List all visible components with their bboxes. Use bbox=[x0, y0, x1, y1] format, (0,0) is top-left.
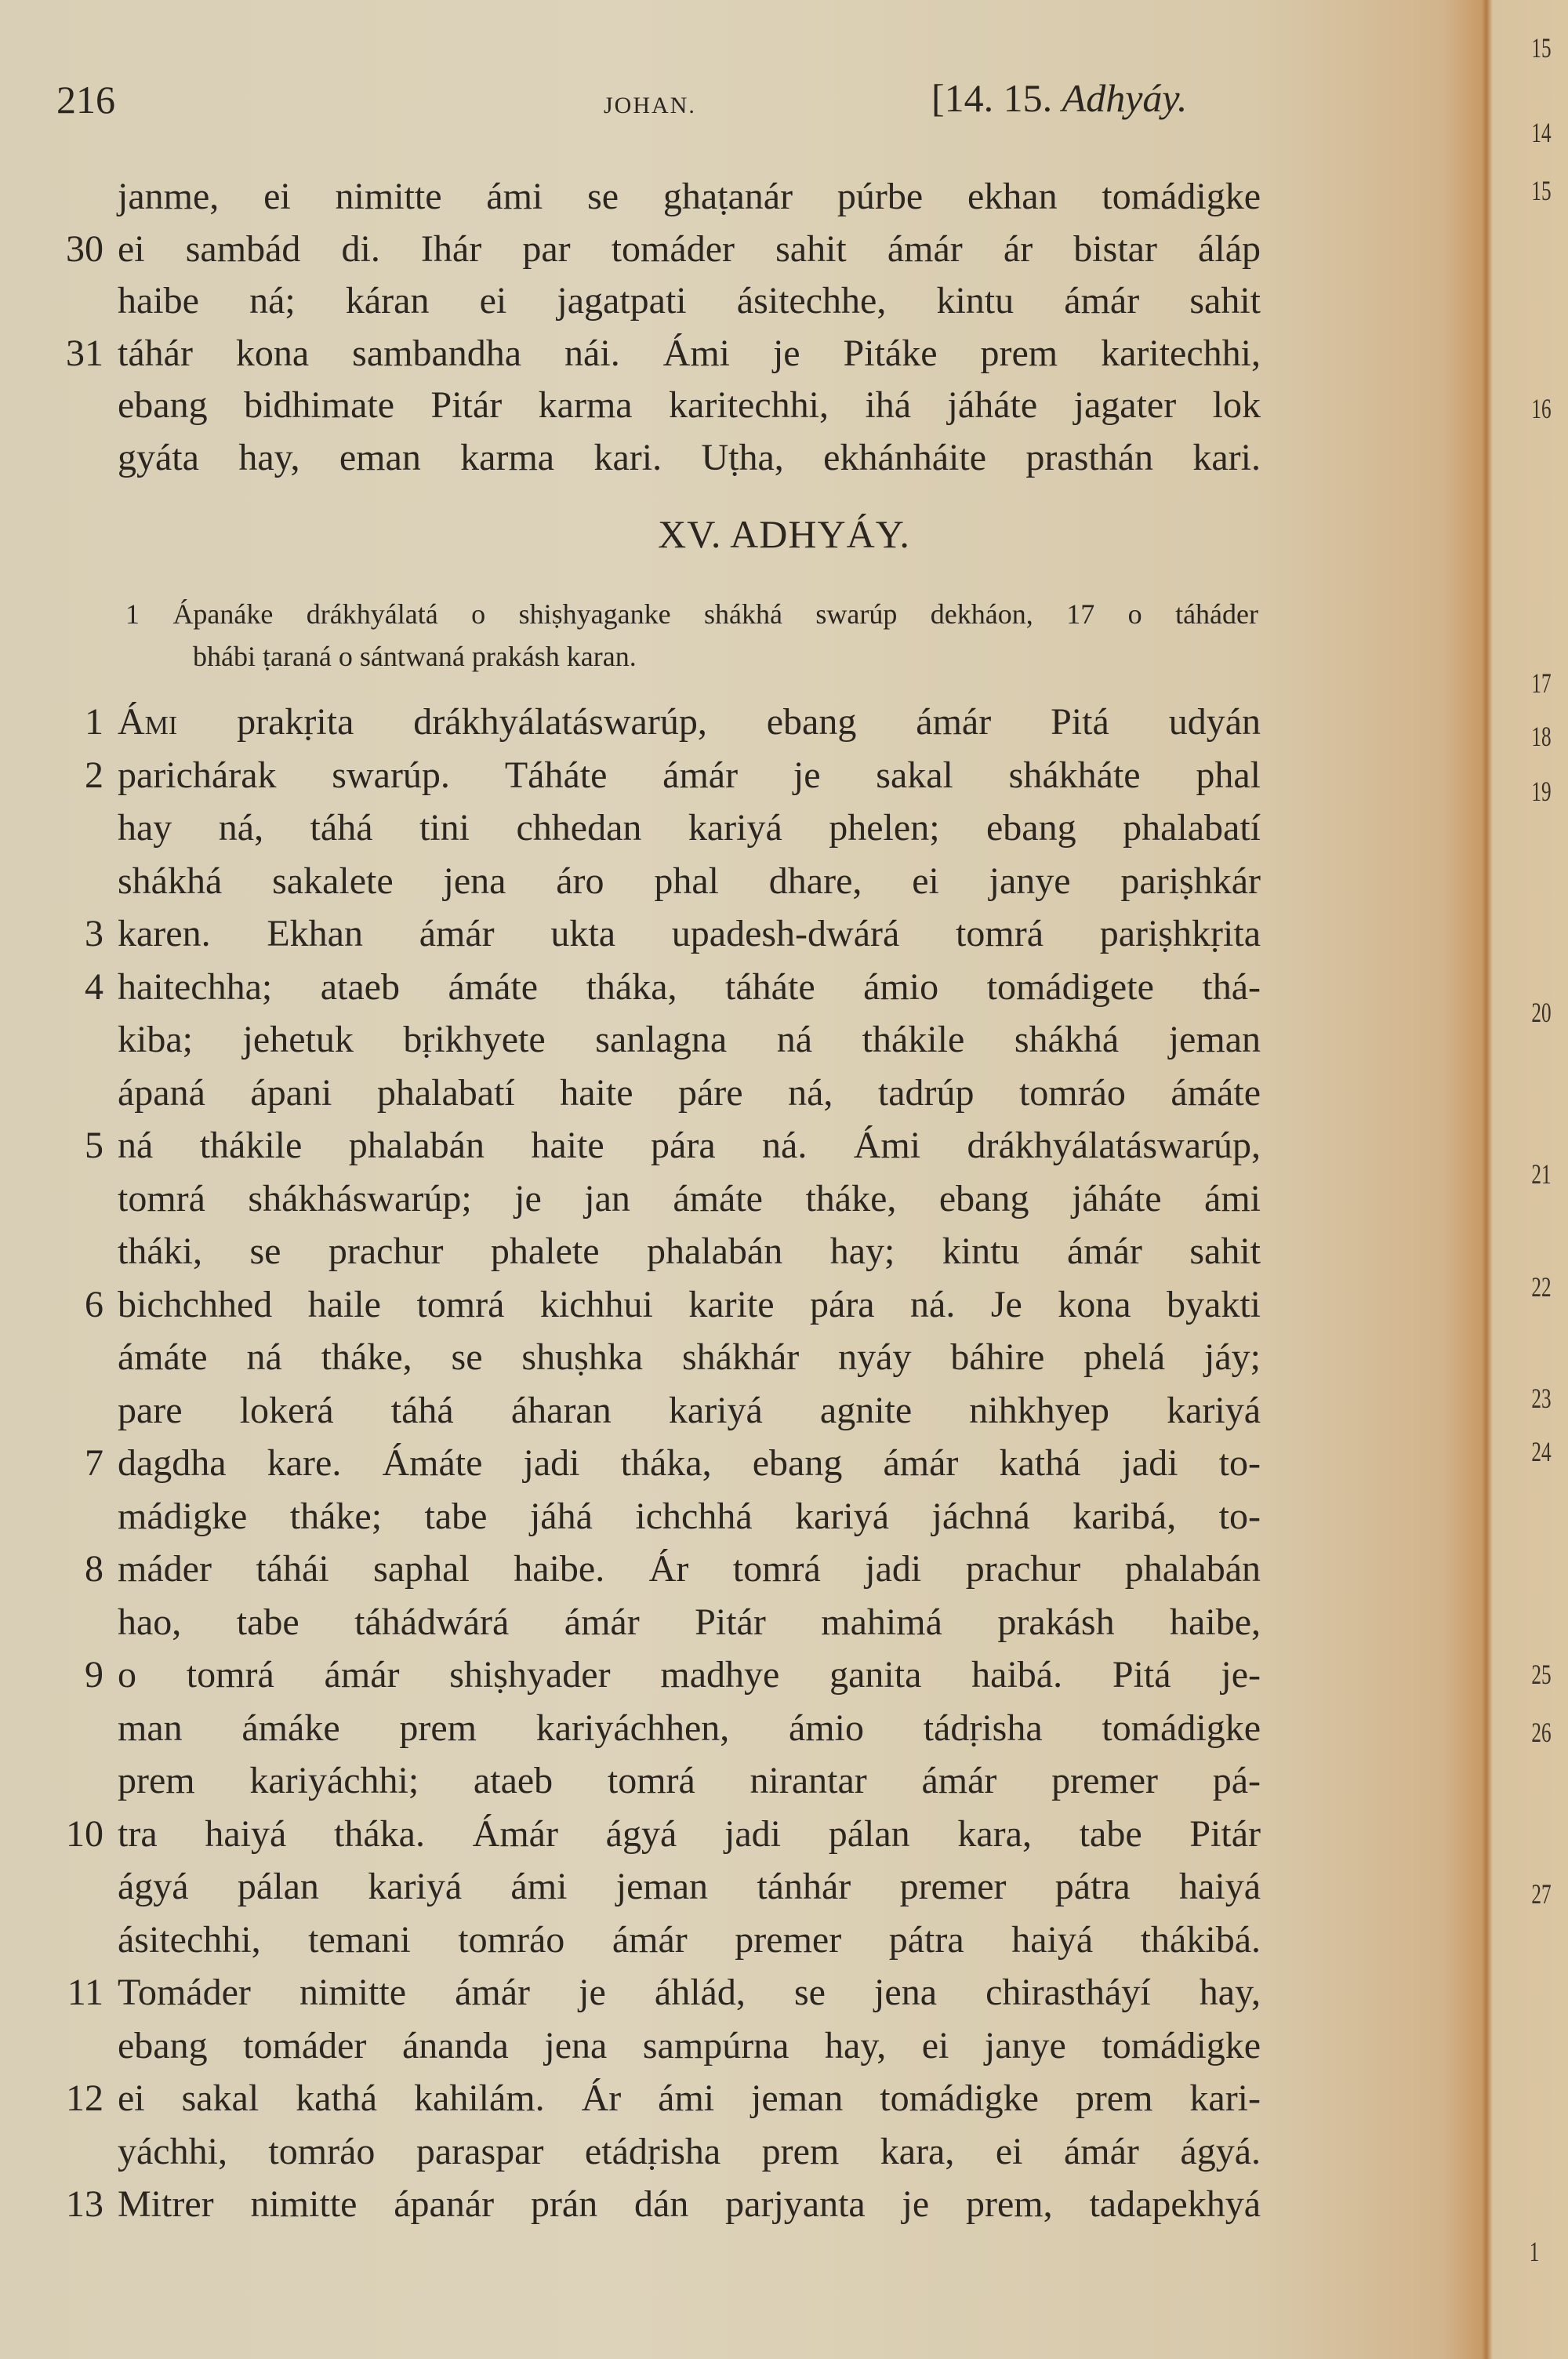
margin-verse-number: 14 bbox=[1531, 117, 1552, 148]
chapter-heading: XV. ADHYÁY. bbox=[658, 512, 910, 556]
text-line bbox=[0, 1861, 1568, 1913]
line-text: hay ná, táhá tini chhedan kariyá phelen; ebang phalabatí bbox=[118, 807, 1261, 849]
verse-number: 7 bbox=[85, 1442, 103, 1484]
chapter-ref-word: Adhyáy. bbox=[1062, 76, 1188, 120]
text-line bbox=[0, 1438, 1568, 1489]
text-line bbox=[0, 856, 1568, 907]
line-text: janme, ei nimitte ámi se ghaṭanár púrbe ekhan tomádigke bbox=[118, 176, 1261, 217]
line-text: ei sambád di. Ihár par tomáder sahit ámár ár bistar áláp bbox=[118, 227, 1261, 270]
text-line bbox=[0, 2179, 1568, 2230]
text-line bbox=[0, 908, 1568, 960]
text-line bbox=[0, 1279, 1568, 1331]
margin-verse-number: 1 bbox=[1529, 2236, 1540, 2267]
verse-number: 1 bbox=[85, 701, 103, 743]
margin-verse-number: 21 bbox=[1531, 1158, 1552, 1190]
text-line bbox=[0, 1808, 1568, 1860]
line-text: pare lokerá táhá áharan kariyá agnite nihkhyep kariyá bbox=[118, 1389, 1261, 1431]
line-text: haitechha; ataeb ámáte tháka, táháte ámio tomádigete thá- bbox=[118, 965, 1261, 1008]
line-text: ápaná ápani phalabatí haite páre ná, tadrúp tomráo ámáte bbox=[118, 1071, 1261, 1114]
text-line bbox=[0, 328, 1568, 380]
line-text: máder táhái saphal haibe. Ár tomrá jadi prachur phalabán bbox=[118, 1548, 1261, 1590]
line-text: bichchhed haile tomrá kichhui karite pára ná. Je kona byakti bbox=[118, 1283, 1261, 1325]
verse-number: 2 bbox=[85, 754, 103, 796]
line-text: o tomrá ámár shiṣhyader madhye ganita haibá. Pitá je- bbox=[118, 1654, 1261, 1696]
running-title: JOHAN. bbox=[604, 93, 696, 118]
text-line bbox=[0, 1120, 1568, 1172]
margin-verse-number: 25 bbox=[1531, 1659, 1552, 1690]
line-text: tomrá shákháswarúp; je jan ámáte tháke, ebang jáháte ámi bbox=[118, 1177, 1261, 1219]
line-text: tra haiyá tháka. Ámár ágyá jadi pálan kara, tabe Pitár bbox=[118, 1812, 1261, 1855]
text-line bbox=[0, 2073, 1568, 2125]
verse-number: 9 bbox=[85, 1654, 103, 1696]
line-text: man ámáke prem kariyáchhen, ámio tádṛisha tomádigke bbox=[118, 1707, 1261, 1749]
page-number: 216 bbox=[56, 78, 115, 122]
line-text: Tomáder nimitte ámár je áhlád, se jena chirastháyí hay, bbox=[118, 1972, 1261, 2013]
line-text: shákhá sakalete jena áro phal dhare, ei janye pariṣhkár bbox=[118, 860, 1261, 902]
text-line bbox=[0, 1332, 1568, 1383]
text-line bbox=[0, 1385, 1568, 1437]
text-line bbox=[0, 2126, 1568, 2178]
line-text: tháki, se prachur phalete phalabán hay; kintu ámár sahit bbox=[118, 1230, 1261, 1272]
text-line bbox=[0, 1173, 1568, 1225]
line-text-rest: prakṛita drákhyálatáswarúp, ebang ámár Pitá udyán bbox=[237, 701, 1261, 743]
verse-number: 5 bbox=[85, 1125, 103, 1166]
line-text: Mitrer nimitte ápanár prán dán parjyanta je prem, tadapekhyá bbox=[118, 2183, 1261, 2225]
line-text: ebang bidhimate Pitár karma karitechhi, ihá jáháte jagater lok bbox=[118, 384, 1261, 427]
text-line bbox=[0, 1067, 1568, 1119]
text-line bbox=[0, 1914, 1568, 1966]
margin-verse-number: 18 bbox=[1531, 721, 1552, 752]
text-line bbox=[0, 1226, 1568, 1278]
line-text: táhár kona sambandha nái. Ámi je Pitáke prem karitechhi, bbox=[118, 332, 1261, 374]
text-line bbox=[0, 1649, 1568, 1701]
line-text: ebang tomáder ánanda jena sampúrna hay, ei janye tomádigke bbox=[118, 2024, 1261, 2066]
text-line bbox=[0, 696, 1568, 748]
line-text: prem kariyáchhi; ataeb tomrá nirantar ámár premer pá- bbox=[118, 1760, 1261, 1801]
text-line bbox=[0, 1755, 1568, 1807]
verse-number: 4 bbox=[85, 965, 103, 1008]
line-text: dagdha kare. Ámáte jadi tháka, ebang ámár kathá jadi to- bbox=[118, 1442, 1261, 1484]
text-line bbox=[0, 1543, 1568, 1595]
text-line bbox=[0, 275, 1568, 327]
text-line bbox=[0, 1967, 1568, 2019]
line-text: kiba; jehetuk bṛikhyete sanlagna ná thákile shákhá jeman bbox=[118, 1019, 1261, 1060]
margin-verse-number: 15 bbox=[1531, 32, 1552, 64]
text-line bbox=[0, 802, 1568, 854]
line-text: ásitechhi, temani tomráo ámár premer pátra haiyá thákibá. bbox=[118, 1918, 1261, 1961]
chapter-summary-line: bhábi ṭaraná o sántwaná prakásh karan. bbox=[193, 641, 637, 672]
verse-number: 30 bbox=[66, 227, 103, 270]
text-line bbox=[0, 1491, 1568, 1543]
margin-verse-number: 24 bbox=[1531, 1436, 1552, 1467]
chapter-reference bbox=[931, 75, 1187, 121]
line-text bbox=[118, 696, 1261, 748]
verse-number: 11 bbox=[67, 1972, 103, 2013]
chapter-ref-numbers: [14. 15. bbox=[931, 76, 1053, 120]
margin-verse-number: 17 bbox=[1531, 667, 1552, 699]
margin-verse-number: 16 bbox=[1531, 393, 1552, 424]
margin-verse-number: 19 bbox=[1531, 776, 1552, 807]
margin-verse-number: 20 bbox=[1531, 997, 1552, 1028]
verse-number: 10 bbox=[66, 1812, 103, 1855]
line-text: haibe ná; káran ei jagatpati ásitechhe, kintu ámár sahit bbox=[118, 280, 1261, 322]
text-line bbox=[0, 1597, 1568, 1648]
line-text: yáchhi, tomráo paraspar etádṛisha prem kara, ei ámár ágyá. bbox=[118, 2130, 1261, 2172]
text-line bbox=[0, 380, 1568, 431]
verse-number: 3 bbox=[85, 913, 103, 954]
line-text: mádigke tháke; tabe jáhá ichchhá kariyá jáchná karibá, to- bbox=[118, 1495, 1261, 1537]
line-text: ei sakal kathá kahilám. Ár ámi jeman tomádigke prem kari- bbox=[118, 2077, 1261, 2119]
line-text: ágyá pálan kariyá ámi jeman tánhár premer pátra haiyá bbox=[118, 1866, 1261, 1907]
text-line bbox=[0, 1014, 1568, 1066]
text-line bbox=[0, 432, 1568, 484]
text-line bbox=[0, 2020, 1568, 2072]
margin-verse-number: 22 bbox=[1531, 1271, 1552, 1303]
verse-number: 6 bbox=[85, 1283, 103, 1325]
line-text: ámáte ná tháke, se shuṣhka shákhár nyáy báhire phelá jáy; bbox=[118, 1336, 1261, 1378]
verse-number: 12 bbox=[66, 2077, 103, 2119]
chapter-first-word: Ámi bbox=[118, 701, 178, 743]
line-text: parichárak swarúp. Táháte ámár je sakal shákháte phal bbox=[118, 754, 1261, 796]
verse-number: 31 bbox=[66, 332, 103, 374]
line-text: karen. Ekhan ámár ukta upadesh-dwárá tomrá pariṣhkṛita bbox=[118, 913, 1261, 954]
margin-verse-number: 23 bbox=[1531, 1383, 1552, 1414]
text-line bbox=[0, 1703, 1568, 1754]
text-line bbox=[0, 750, 1568, 801]
chapter-summary-line: 1 Ápanáke drákhyálatá o shiṣhyaganke shákhá swarúp dekháon, 17 o táháder bbox=[125, 598, 1258, 630]
margin-verse-number: 27 bbox=[1531, 1878, 1552, 1910]
text-line bbox=[0, 961, 1568, 1013]
line-text: hao, tabe táhádwárá ámár Pitár mahimá prakásh haibe, bbox=[118, 1601, 1261, 1643]
verse-number: 13 bbox=[66, 2183, 103, 2225]
line-text: gyáta hay, eman karma kari. Uṭha, ekhánháite prasthán kari. bbox=[118, 437, 1261, 478]
verse-number: 8 bbox=[85, 1548, 103, 1590]
margin-verse-number: 26 bbox=[1531, 1717, 1552, 1748]
line-text: ná thákile phalabán haite pára ná. Ámi drákhyálatáswarúp, bbox=[118, 1125, 1261, 1166]
margin-verse-number: 15 bbox=[1531, 175, 1552, 206]
text-line bbox=[0, 171, 1568, 223]
text-line bbox=[0, 224, 1568, 275]
